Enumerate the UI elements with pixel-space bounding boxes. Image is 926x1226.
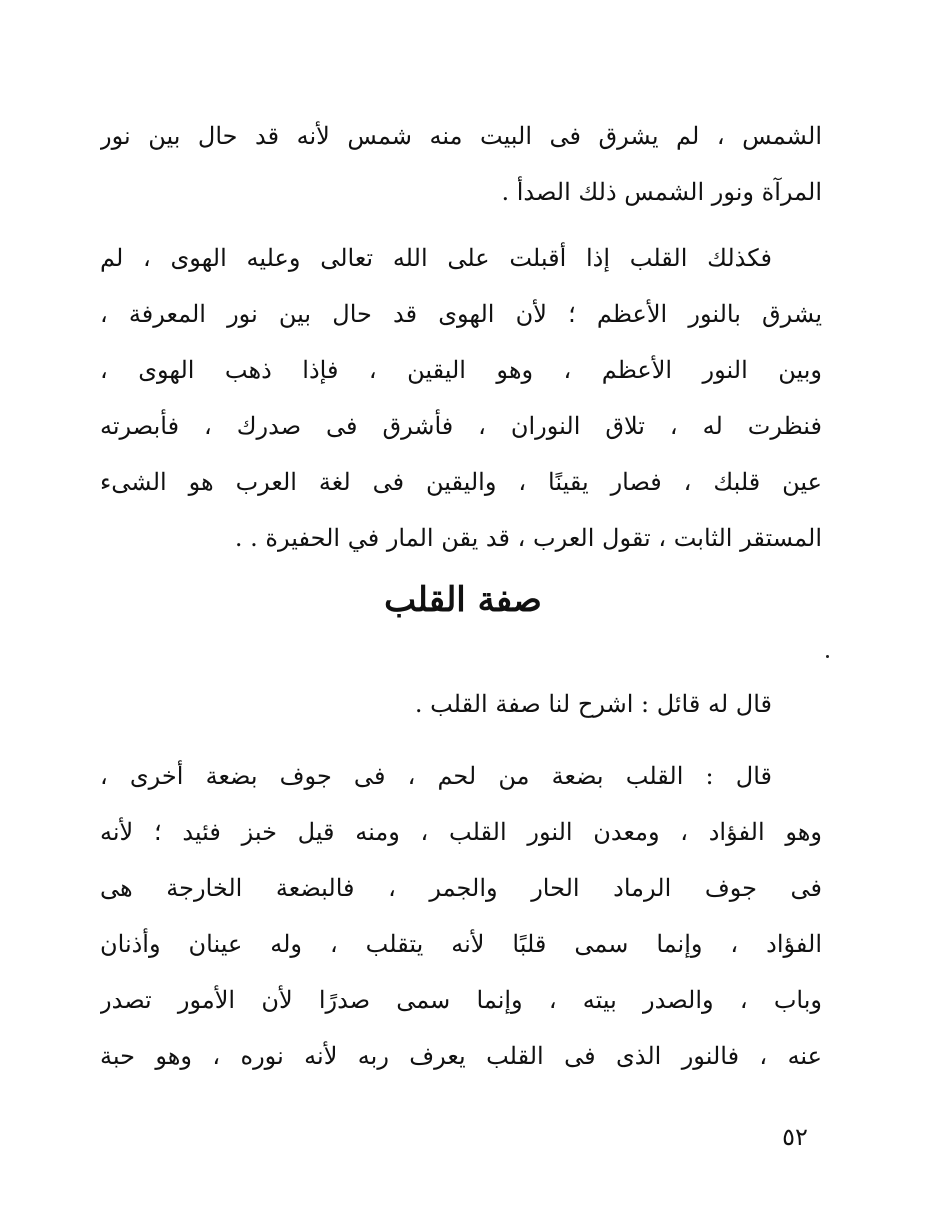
text-line: وبين النور الأعظم ، وهو اليقين ، فإذا ذهب الهوى ، — [100, 356, 822, 384]
text-line: المرآة ونور الشمس ذلك الصدأ . — [501, 178, 822, 206]
paragraph-1 — [100, 108, 822, 220]
text-line: المستقر الثابت ، تقول العرب ، قد يقن المار في الحفيرة . . — [234, 524, 822, 552]
paragraph-2 — [100, 230, 822, 566]
text-line: قال له قائل : اشرح لنا صفة القلب . — [414, 690, 772, 718]
text-line: فنظرت له ، تلاق النوران ، فأشرق فى صدرك ، فأبصرته — [100, 412, 822, 440]
text-line: وهو الفؤاد ، ومعدن النور القلب ، ومنه قيل خبز فئيد ؛ لأنه — [100, 818, 822, 846]
paragraph-3 — [100, 676, 822, 732]
paragraph-4 — [100, 748, 822, 1084]
text-line: الفؤاد ، وإنما سمى قلبًا لأنه يتقلب ، وله عينان وأذنان — [100, 930, 822, 958]
text-line: عنه ، فالنور الذى فى القلب يعرف ربه لأنه نوره ، وهو حبة — [100, 1042, 822, 1070]
text-line: قال : القلب بضعة من لحم ، فى جوف بضعة أخرى ، — [100, 762, 772, 790]
text-line: الشمس ، لم يشرق فى البيت منه شمس لأنه قد حال بين نور — [100, 122, 822, 150]
text-line: فكذلك القلب إذا أقبلت على الله تعالى وعليه الهوى ، لم — [100, 244, 772, 272]
section-heading: صفة القلب — [384, 580, 542, 620]
page-number: ٥٢ — [782, 1123, 808, 1151]
text-line: يشرق بالنور الأعظم ؛ لأن الهوى قد حال بين نور المعرفة ، — [100, 300, 822, 328]
text-line: فى جوف الرماد الحار والجمر ، فالبضعة الخارجة هى — [100, 874, 822, 902]
text-line: وباب ، والصدر بيته ، وإنما سمى صدرًا لأن الأمور تصدر — [100, 986, 822, 1014]
text-line: عين قلبك ، فصار يقينًا ، واليقين فى لغة العرب هو الشىء — [100, 468, 822, 496]
print-speck — [826, 655, 829, 658]
